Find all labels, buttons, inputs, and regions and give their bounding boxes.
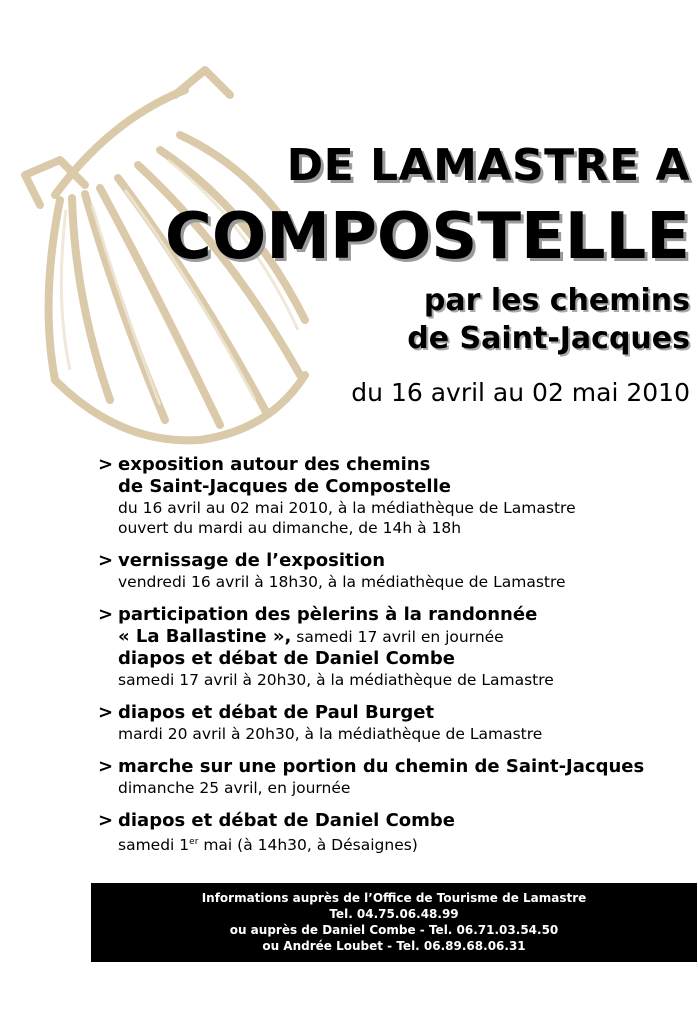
info-line: ou Andrée Loubet - Tel. 06.89.68.06.31: [262, 939, 526, 953]
subtitle-line-1: par les chemins: [423, 283, 690, 318]
info-box: [91, 883, 697, 962]
event-title: [98, 550, 688, 572]
event-subtitle: diapos et débat de Daniel Combe: [118, 648, 456, 669]
event-item: [98, 604, 688, 690]
event-detail: vendredi 16 avril à 18h30, à la médiathèque de Lamastre: [118, 573, 566, 591]
event-title: [98, 702, 688, 724]
info-line: Informations auprès de l’Office de Tourisme de Lamastre: [201, 891, 587, 905]
arrow-marker-icon: >: [98, 810, 114, 831]
event-title-text: diapos et débat de Paul Burget: [118, 702, 435, 723]
arrow-marker-icon: >: [98, 756, 114, 777]
event-name-ballastine: « La Ballastine »,: [118, 626, 292, 647]
event-item: [98, 550, 688, 592]
event-title-text: diapos et débat de Daniel Combe: [118, 810, 456, 831]
event-detail: [98, 832, 688, 855]
event-title-continued: de Saint-Jacques de Compostelle: [118, 476, 451, 497]
event-item: [98, 702, 688, 744]
arrow-marker-icon: >: [98, 702, 114, 723]
event-detail: mardi 20 avril à 20h30, à la médiathèque de Lamastre: [118, 725, 543, 743]
event-title-text: vernissage de l’exposition: [118, 550, 386, 571]
event-title-text: participation des pèlerins à la randonnée: [118, 604, 538, 625]
event-detail-inline: samedi 17 avril en journée: [291, 628, 504, 646]
arrow-marker-icon: >: [98, 604, 114, 625]
event-detail: samedi 17 avril à 20h30, à la médiathèque de Lamastre: [118, 671, 554, 689]
event-title: [98, 604, 688, 626]
event-detail-part: mai (à 14h30, à Désaignes): [198, 836, 418, 855]
info-line: ou auprès de Daniel Combe - Tel. 06.71.03.54.50: [229, 923, 559, 937]
event-title-text: marche sur une portion du chemin de Saint-Jacques: [118, 756, 645, 777]
ordinal-superscript: er: [189, 837, 199, 847]
event-item: [98, 756, 688, 798]
event-title: [98, 756, 688, 778]
event-detail: dimanche 25 avril, en journée: [118, 779, 351, 797]
event-detail: ouvert du mardi au dimanche, de 14h à 18h: [118, 519, 462, 537]
info-phone: Tel. 04.75.06.48.99: [329, 907, 459, 921]
event-list: [98, 454, 688, 867]
subtitle-line-2: de Saint-Jacques: [407, 321, 690, 356]
event-detail: du 16 avril au 02 mai 2010, à la médiathèque de Lamastre: [118, 499, 576, 517]
event-dates: du 16 avril au 02 mai 2010: [351, 378, 690, 407]
event-title: [98, 810, 688, 832]
event-detail-part: samedi 1: [118, 836, 190, 855]
title-line-2: COMPOSTELLE: [164, 200, 690, 274]
arrow-marker-icon: >: [98, 550, 114, 571]
event-title-continued: [98, 626, 688, 648]
arrow-marker-icon: >: [98, 454, 114, 475]
title-line-1: DE LAMASTRE A: [286, 140, 690, 191]
subtitle: [407, 282, 690, 358]
event-item: [98, 454, 688, 538]
event-item: [98, 810, 688, 855]
event-title: [98, 454, 688, 476]
event-title-text: exposition autour des chemins: [118, 454, 431, 475]
